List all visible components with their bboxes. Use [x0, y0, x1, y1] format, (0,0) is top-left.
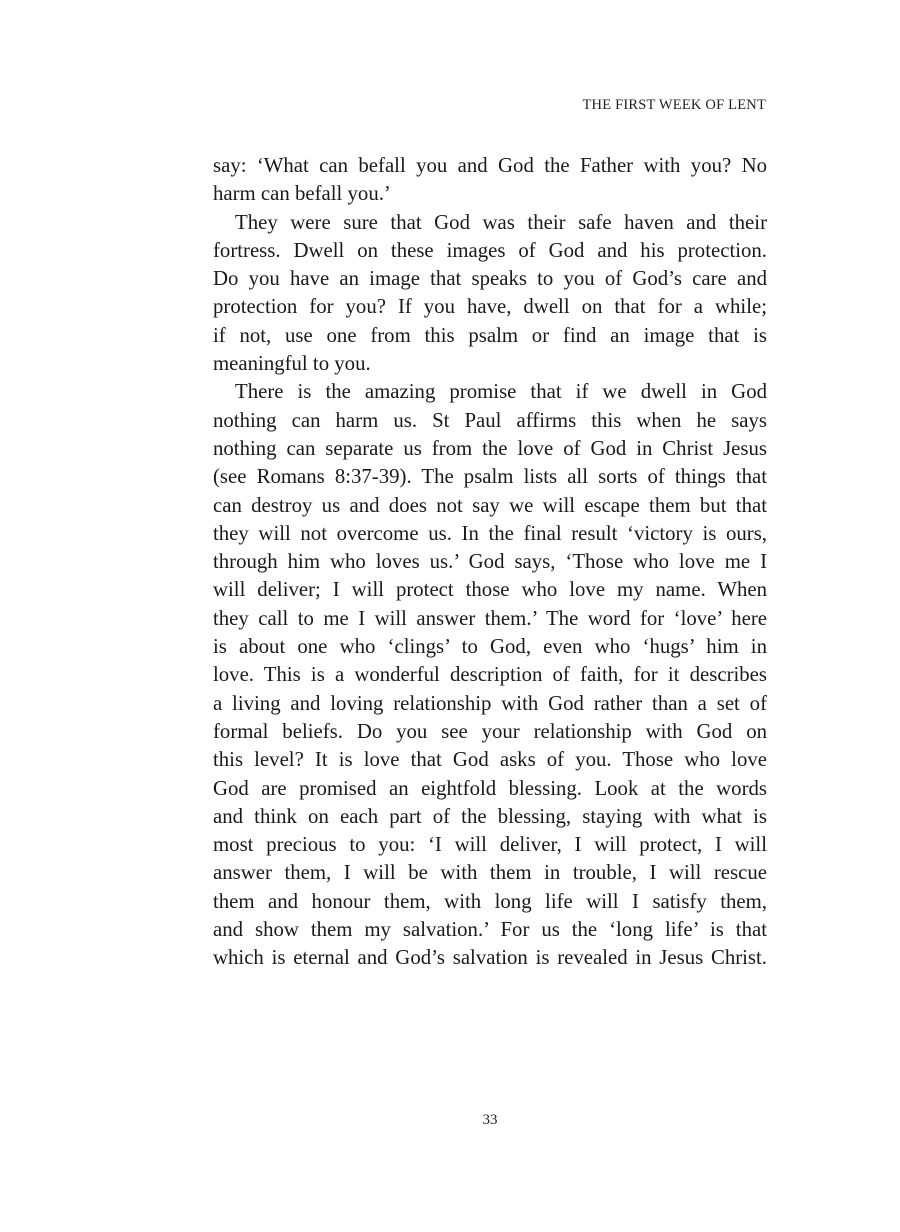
text-line: and think on each part of the blessing, staying with what is [213, 804, 767, 828]
text-line: harm can befall you.’ [213, 182, 391, 206]
body-text [213, 152, 767, 973]
text-line: which is eternal and God’s salvation is revealed in Jesus Christ. [213, 946, 767, 970]
text-line: nothing can separate us from the love of God in Christ Jesus [213, 436, 767, 460]
text-line: They were sure that God was their safe haven and their [235, 210, 767, 234]
text-line: a living and loving relationship with God rather than a set of [213, 691, 767, 715]
text-line: through him who loves us.’ God says, ‘Those who love me I [213, 550, 767, 574]
text-line: fortress. Dwell on these images of God and his protection. [213, 238, 767, 262]
text-line: protection for you? If you have, dwell on that for a while; [213, 295, 767, 319]
text-line: God are promised an eightfold blessing. Look at the words [213, 776, 767, 800]
text-line: love. This is a wonderful description of faith, for it describes [213, 663, 767, 687]
text-line: can destroy us and does not say we will escape them but that [213, 493, 767, 517]
text-line: Do you have an image that speaks to you of God’s care and [213, 267, 767, 291]
text-line: There is the amazing promise that if we dwell in God [235, 380, 767, 404]
paragraph-1 [213, 152, 767, 209]
text-line: them and honour them, with long life will I satisfy them, [213, 889, 767, 913]
text-line: they call to me I will answer them.’ The word for ‘love’ here [213, 606, 767, 630]
text-line: answer them, I will be with them in trouble, I will rescue [213, 861, 767, 885]
text-line: they will not overcome us. In the final result ‘victory is ours, [213, 521, 767, 545]
text-line: meaningful to you. [213, 352, 371, 376]
text-line: this level? It is love that God asks of you. Those who love [213, 748, 767, 772]
text-line: if not, use one from this psalm or find an image that is [213, 323, 767, 347]
paragraph-2 [213, 209, 767, 379]
running-head: THE FIRST WEEK OF LENT [582, 97, 766, 113]
text-line: nothing can harm us. St Paul affirms this when he says [213, 408, 767, 432]
paragraph-3 [213, 378, 767, 972]
text-line: will deliver; I will protect those who love my name. When [213, 578, 767, 602]
text-line: most precious to you: ‘I will deliver, I will protect, I will [213, 833, 767, 857]
text-line: formal beliefs. Do you see your relationship with God on [213, 719, 767, 743]
text-line: and show them my salvation.’ For us the ‘long life’ is that [213, 918, 767, 942]
text-line: (see Romans 8:37-39). The psalm lists all sorts of things that [213, 465, 767, 489]
text-line: say: ‘What can befall you and God the Father with you? No [213, 154, 767, 177]
text-line: is about one who ‘clings’ to God, even who ‘hugs’ him in [213, 635, 767, 659]
page-number: 33 [482, 1112, 498, 1128]
